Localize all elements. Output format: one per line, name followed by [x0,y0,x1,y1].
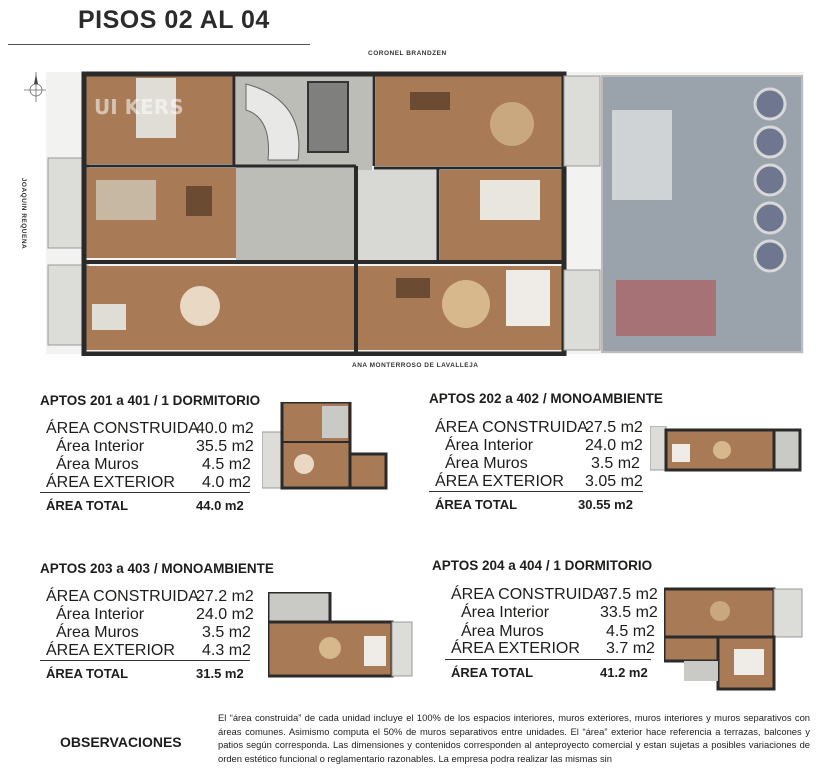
unit-202-row-label: ÁREA EXTERIOR [435,473,564,490]
unit-201-divider [40,492,250,493]
unit-202-divider [429,491,643,492]
unit-201-row-value: 4.5 m2 [202,456,251,473]
street-label-top: CORONEL BRANDZEN [368,50,447,57]
unit-201-row-label: ÁREA CONSTRUIDA [46,420,199,437]
unit-203-row-label: ÁREA EXTERIOR [46,642,175,659]
unit-203-total-label: ÁREA TOTAL [46,666,129,681]
unit-204-plan [664,585,804,691]
unit-title-203: APTOS 203 a 403 / MONOAMBIENTE [40,561,274,576]
unit-201-row-value: 35.5 m2 [196,438,254,455]
unit-202-row-label: Área Muros [445,455,528,472]
unit-202-row-value: 27.5 m2 [585,419,643,436]
unit-title-204: APTOS 204 a 404 / 1 DORMITORIO [432,558,653,573]
unit-202-row-label: ÁREA CONSTRUIDA [435,419,588,436]
unit-204-row-value: 3.7 m2 [606,640,655,657]
unit-202-total-value: 30.55 m2 [578,497,633,512]
unit-203-divider [40,660,250,661]
street-label-bottom: ANA MONTERROSO DE LAVALLEJA [352,362,479,369]
unit-204-row-value: 33.5 m2 [600,604,658,621]
unit-201-total-label: ÁREA TOTAL [46,498,129,513]
unit-202-row-label: Área Interior [445,437,534,454]
unit-201-row-value: 40.0 m2 [196,420,254,437]
page-title: PISOS 02 AL 04 [78,6,270,34]
unit-204-row-label: Área Muros [461,623,544,640]
unit-203-row-label: ÁREA CONSTRUIDA [46,588,199,605]
unit-203-plan [268,592,414,678]
floor-plan [36,70,808,356]
unit-202-plan [650,426,802,472]
unit-204-row-label: ÁREA CONSTRUIDA [451,586,604,603]
unit-title-201: APTOS 201 a 401 / 1 DORMITORIO [40,393,261,408]
unit-203-row-value: 24.0 m2 [196,606,254,623]
unit-202-total-label: ÁREA TOTAL [435,497,518,512]
unit-204-row-value: 37.5 m2 [600,586,658,603]
unit-201-total-value: 44.0 m2 [196,498,244,513]
observations-text: El “área construida” de cada unidad incluye el 100% de los espacios interiores, muros exteriores, muros interiores y muros separativos con áreas comunes. Asimismo computa el 50% de muros separativos entre unidades. El “área” exterior hace referencia a terrazas, balcones y patios según corresponda. Las dimensiones y contenidos corresponden al anteproyecto comercial y estan sujetas a posibles variaciones de orden estético funcional o reglamentario razonables. La empresa podra realizar las mismas sin [218,712,810,764]
unit-203-total-value: 31.5 m2 [196,666,244,681]
unit-204-total-value: 41.2 m2 [600,665,648,680]
unit-title-202: APTOS 202 a 402 / MONOAMBIENTE [429,391,663,406]
unit-203-row-label: Área Interior [56,606,145,623]
unit-204-row-label: ÁREA EXTERIOR [451,640,580,657]
unit-203-row-value: 27.2 m2 [196,588,254,605]
unit-201-row-label: Área Muros [56,456,139,473]
watermark: UI KERS [94,95,184,119]
unit-204-divider [445,659,651,660]
unit-204-row-label: Área Interior [461,604,550,621]
unit-202-row-value: 3.05 m2 [585,473,643,490]
unit-201-row-value: 4.0 m2 [202,474,251,491]
unit-203-row-value: 3.5 m2 [202,624,251,641]
title-divider [8,44,310,45]
unit-202-row-value: 3.5 m2 [591,455,640,472]
street-label-left: JOAQUIN REQUENA [20,177,28,250]
unit-204-total-label: ÁREA TOTAL [451,665,534,680]
unit-201-row-label: ÁREA EXTERIOR [46,474,175,491]
unit-203-row-value: 4.3 m2 [202,642,251,659]
observations-title: OBSERVACIONES [60,734,182,750]
unit-202-row-value: 24.0 m2 [585,437,643,454]
unit-201-plan [262,402,388,490]
unit-204-row-value: 4.5 m2 [606,623,655,640]
unit-201-row-label: Área Interior [56,438,145,455]
unit-203-row-label: Área Muros [56,624,139,641]
